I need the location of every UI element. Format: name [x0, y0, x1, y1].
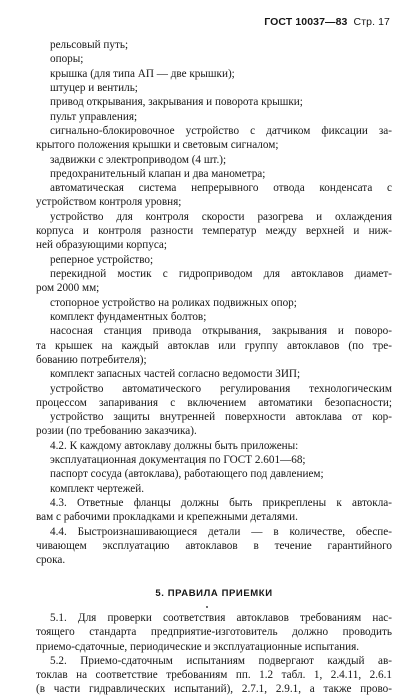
page-number: Стр. 17: [353, 16, 390, 28]
section-gap: [36, 568, 392, 581]
text-line: (в части гидравлических испытаний), 2.7.1, 2.9.1, а также прово-: [36, 683, 392, 696]
text-line: корпуса и контроля разности температур между верхней и ниж-: [36, 225, 392, 238]
text-line: тоящего стандарта предприятие-изготовитель должно проводить: [36, 626, 392, 639]
text-line: комплект фундаментных болтов;: [50, 310, 207, 323]
text-line: ней образующими корпуса;: [36, 239, 167, 252]
text-line: перекидной мостик с гидроприводом для автоклавов диамет-: [50, 268, 392, 280]
text-line: срока.: [36, 554, 66, 567]
text-line: задвижки с электроприводом (4 шт.);: [50, 153, 227, 166]
clause-4-4: 4.4. Быстроизнашивающиеся детали — в количестве, обеспе-: [50, 525, 392, 538]
text-line: процессом запаривания с включением автоматики безопасности;: [36, 396, 392, 409]
text-line: комплект запасных частей согласно ведомости ЗИП;: [50, 368, 301, 381]
text-line: бованию потребителя);: [36, 353, 147, 366]
text-line: крытого положения крышки и световым сигналом;: [36, 139, 279, 152]
text-line: стопорное устройство на роликах подвижных опор;: [50, 296, 297, 309]
text-line: та крышек на каждый автоклав или группу автоклавов (по тре-: [36, 339, 392, 352]
clause-5-2: 5.2. Приемо-сдаточным испытаниям подвергают каждый ав-: [50, 654, 392, 667]
text-line: штуцер и вентиль;: [50, 81, 138, 94]
text-line: крышка (для типа АП — две крышки);: [50, 67, 235, 80]
text-line: рельсовый путь;: [50, 39, 129, 51]
text-line: эксплуатационная документация по ГОСТ 2.601—68;: [50, 454, 306, 467]
document-body: [36, 38, 392, 697]
text-line: приемо-сдаточные, периодические и эксплуатационные испытания.: [36, 640, 360, 653]
clause-5-1: 5.1. Для проверки соответствия автоклавов требованиям нас-: [50, 611, 392, 624]
text-line: устройство автоматического регулирования технологическим: [50, 382, 392, 395]
text-line: устройство защиты внутренней поверхности автоклава от кор-: [50, 411, 392, 424]
text-line: предохранительный клапан и два манометра;: [50, 167, 266, 180]
text-line: автоматическая система непрерывного отвода конденсата с: [50, 182, 392, 195]
standard-number: ГОСТ 10037—83: [264, 16, 348, 28]
text-line: токлав на соответствие требованиям пп. 1.2 табл. 1, 2.4.11, 2.6.1: [36, 669, 392, 682]
clause-4-2: 4.2. К каждому автоклаву должны быть приложены:: [50, 439, 299, 452]
page-speck: [206, 606, 208, 608]
text-line: устройством контроля уровня;: [36, 196, 182, 209]
page-header: [264, 16, 390, 28]
text-line: ром 2000 мм;: [36, 282, 100, 295]
text-line: привод открывания, закрывания и поворота крышки;: [50, 96, 303, 109]
text-line: устройство для контроля скорости разогрева и охлаждения: [50, 210, 392, 223]
text-line: розии (по требованию заказчика).: [36, 425, 197, 438]
text-line: насосная станция привода открывания, закрывания и поворо-: [50, 325, 392, 338]
text-line: паспорт сосуда (автоклава), работающего под давлением;: [50, 468, 324, 481]
text-line: вам с рабочими прокладками и крепежными деталями.: [36, 511, 298, 524]
text-line: комплект чертежей.: [50, 482, 145, 495]
text-line: пульт управления;: [50, 110, 138, 123]
text-line: сигнально-блокировочное устройство с датчиком фиксации за-: [50, 124, 392, 137]
text-line: опоры;: [50, 53, 84, 66]
text-line: реперное устройство;: [50, 253, 154, 266]
text-line: чивающем эксплуатацию автоклавов в течение гарантийного: [36, 539, 392, 552]
section-title: 5. ПРАВИЛА ПРИЕМКИ: [155, 587, 273, 599]
clause-4-3: 4.3. Ответные фланцы должны быть прикреплены к автокла-: [50, 497, 392, 509]
